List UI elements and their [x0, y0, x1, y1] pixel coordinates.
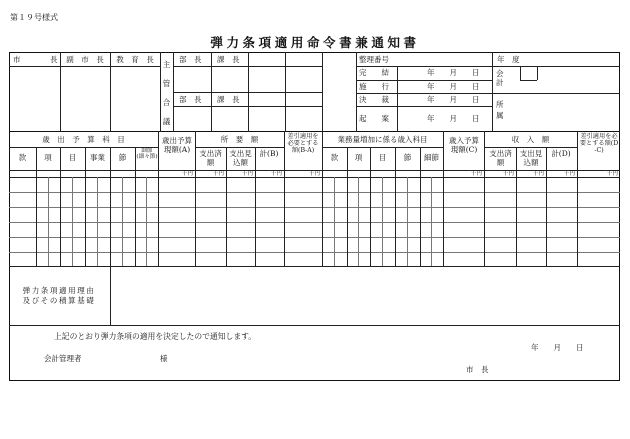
rev-col-kan: 款 [330, 153, 339, 162]
main-frame [9, 131, 620, 381]
rev-diff-header: 差引適用を必要とする額(D-C) [579, 133, 619, 154]
unit-exp-paid: 千円 [212, 171, 224, 177]
notice-text: 上記のとおり弾力条項の適用を決定したので通知します。 [54, 332, 257, 341]
reason-label: 弾力条項適用理由及びその積算基礎 [22, 286, 96, 305]
kaikei-label: 会 計 [496, 69, 511, 87]
page-title: 弾力条項適用命令書兼通知書 [210, 35, 420, 50]
rev-budget-header: 歳入予算現額(C) [449, 136, 479, 154]
exp-col-jigyo: 事業 [90, 153, 105, 162]
record-date-kian: 年 月 日 [427, 114, 480, 123]
city-label: 市 [13, 55, 21, 64]
rev-income-header: 収 入 額 [511, 135, 550, 144]
unit-rev-total: 千円 [563, 171, 575, 177]
supervising-label: 主 管 合 議 [162, 60, 178, 126]
exp-col-setsu: 節 [118, 153, 127, 162]
rev-paid-header: 支出済額 [489, 149, 512, 167]
education-label: 教 育 長 [116, 55, 154, 64]
vice-mayor-label: 副 市 長 [66, 55, 104, 64]
chief-label: 長 [50, 55, 58, 64]
section-head-label-1: 課 長 [217, 55, 240, 64]
unit-exp-planned: 千円 [241, 171, 253, 177]
unit-rev-budget: 千円 [470, 171, 482, 177]
exp-budget-header: 歳出予算現額(A) [162, 136, 192, 154]
revenue-header: 業務量増加に係る歳入科目 [337, 135, 428, 144]
year-label: 年 度 [497, 55, 520, 64]
exp-planned-header: 支出見込額 [229, 149, 252, 167]
section-head-label-2: 課 長 [217, 95, 240, 104]
rev-total-header: 計(D) [551, 149, 571, 158]
record-date-shiko: 年 月 日 [427, 82, 480, 91]
unit-rev-diff: 千円 [606, 171, 618, 177]
exp-col-saisetsu: 細節(細々節) [136, 148, 158, 161]
record-date-kessai: 年 月 日 [427, 95, 480, 104]
exp-col-kou: 項 [44, 153, 52, 162]
rev-col-kou: 項 [354, 153, 363, 162]
notice-mayor: 市 長 [466, 365, 489, 374]
record-label-kessai: 決 裁 [359, 95, 389, 104]
rev-col-setsu: 節 [403, 153, 412, 162]
exp-total-header: 計(B) [259, 149, 279, 158]
shozoku-label: 所 属 [496, 100, 511, 120]
unit-exp-diff: 千円 [308, 171, 320, 177]
exp-diff-header: 差引適用を必要とする額(B-A) [287, 133, 319, 154]
reg-no-label: 整理番号 [359, 55, 389, 64]
notice-sama: 様 [160, 354, 168, 363]
notice-date: 年 月 日 [531, 343, 584, 352]
expenditure-header: 歳 出 予 算 科 目 [42, 135, 125, 144]
notice-manager: 会計管理者 [44, 354, 82, 363]
dept-head-label-1: 部 長 [179, 55, 202, 64]
record-label-kian: 起 案 [359, 114, 389, 123]
unit-rev-planned: 千円 [532, 171, 544, 177]
dept-head-label-2: 部 長 [179, 95, 202, 104]
unit-exp-budget: 千円 [181, 171, 193, 177]
record-label-kanketsu: 完 結 [359, 68, 389, 77]
record-label-shiko: 施 行 [359, 82, 389, 91]
form-number: 第１９号様式 [10, 13, 58, 22]
exp-needed-header: 所 要 額 [220, 135, 259, 144]
record-date-kanketsu: 年 月 日 [427, 68, 480, 77]
exp-col-kan: 款 [18, 153, 27, 162]
rev-col-moku: 目 [378, 153, 387, 162]
unit-exp-total: 千円 [270, 171, 282, 177]
exp-col-moku: 目 [68, 153, 77, 162]
rev-col-saisetsu: 細節 [424, 153, 439, 162]
rev-planned-header: 支出見込額 [519, 149, 543, 167]
exp-paid-header: 支出済額 [199, 149, 222, 167]
unit-rev-paid: 千円 [502, 171, 514, 177]
